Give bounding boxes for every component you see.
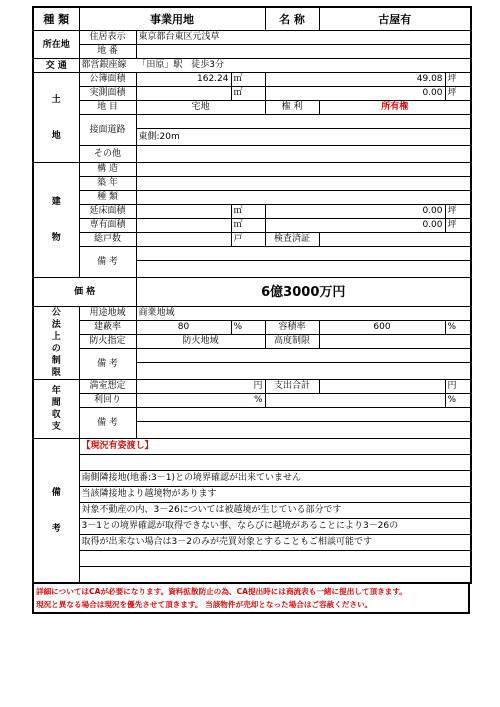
land-other-value — [136, 146, 471, 163]
land-category-value: 宅地 — [136, 101, 265, 115]
income-remarks-blank — [136, 422, 471, 439]
yield-label: 利回り — [79, 394, 136, 408]
road-value: 東側:20m — [136, 129, 471, 146]
kind-label: 種 類 — [33, 7, 79, 31]
registered-area-label: 公簿面積 — [79, 73, 136, 87]
tsubo-unit: 坪 — [445, 205, 471, 219]
exclusive-area-tsubo: 0.00 — [265, 219, 445, 233]
full-occupancy-label: 満室想定 — [79, 380, 136, 394]
lot-value — [136, 45, 471, 59]
sqm-unit: ㎡ — [231, 73, 265, 87]
notes-line: 【現況有姿渡し】 — [79, 439, 471, 455]
land-other-label: その他 — [79, 146, 136, 163]
property-table — [32, 6, 472, 584]
income-label: 年 間 収 支 — [33, 380, 79, 439]
floor-area-tsubo: 0.00 — [265, 205, 445, 219]
expense-total-value — [319, 380, 445, 394]
units-unit: 戸 — [231, 233, 265, 247]
notes-line: 3－1との境界確認が取得できない事、ならびに越境があることにより3－26の — [79, 519, 471, 535]
coverage-label: 建蔽率 — [79, 321, 136, 335]
fire-zone-value: 防火地域 — [136, 335, 265, 349]
land-label: 土 地 — [33, 73, 79, 163]
inspection-value — [319, 233, 471, 247]
regulation-label: 公 法 上 の 制 限 — [33, 307, 79, 380]
transport-label: 交 通 — [33, 59, 79, 73]
tsubo-unit: 坪 — [445, 87, 471, 101]
transport-value — [79, 59, 471, 73]
notes-line: 取得が出来ない場合は3－2のみが売買対象とすることもご相談可能です — [79, 535, 471, 551]
fire-zone-label: 防火指定 — [79, 335, 136, 349]
footer-line-1: 詳細についてはCAが必要になります。資料拡散防止の為、CA提出時には商流表も一緒に提出して頂きます。 — [36, 587, 407, 596]
building-remarks-blank — [136, 261, 471, 278]
exclusive-area-label: 専有面積 — [79, 219, 136, 233]
name-value: 古屋有 — [319, 7, 471, 31]
notes-label: 備 考 — [33, 439, 79, 584]
zoning-label: 用途地域 — [79, 307, 136, 321]
far-value: 600 — [319, 321, 445, 335]
kind-value: 事業用地 — [79, 7, 265, 31]
percent-unit: % — [445, 394, 471, 408]
notes-line: 南側隣接地(地番:3－1)との境界確認が出来ていません — [79, 471, 471, 487]
yield-blank — [265, 394, 445, 408]
name-label: 名 称 — [265, 7, 319, 31]
road-label: 接面道路 — [79, 115, 136, 146]
building-label: 建 物 — [33, 163, 79, 278]
rights-label: 権 利 — [265, 101, 319, 115]
income-remarks-label: 備 考 — [79, 408, 136, 439]
total-units-value — [136, 233, 231, 247]
price-label: 価 格 — [33, 278, 136, 307]
building-type-value — [136, 191, 471, 205]
measured-area-tsubo: 0.00 — [265, 87, 445, 101]
transport-walk: 徒歩3分 — [191, 60, 225, 70]
inspection-label: 検査済証 — [265, 233, 319, 247]
property-sheet — [32, 6, 470, 614]
floor-area-label: 延床面積 — [79, 205, 136, 219]
expense-total-label: 支出合計 — [265, 380, 319, 394]
structure-value — [136, 163, 471, 177]
built-year-label: 築 年 — [79, 177, 136, 191]
height-limit-label: 高度制限 — [265, 335, 319, 349]
address-label: 住居表示 — [79, 31, 136, 45]
notes-line: 対象不動産の内、3－26については被越境が生じている部分です — [79, 503, 471, 519]
floor-area-sqm — [136, 205, 231, 219]
lot-label: 地 番 — [79, 45, 136, 59]
registered-area-tsubo: 49.08 — [265, 73, 445, 87]
measured-area-sqm — [136, 87, 231, 101]
exclusive-area-sqm — [136, 219, 231, 233]
coverage-value: 80 — [136, 321, 231, 335]
location-label: 所在地 — [33, 31, 79, 59]
built-year-value — [136, 177, 471, 191]
sqm-unit: ㎡ — [231, 205, 265, 219]
notes-line — [79, 567, 471, 584]
footer-line-2: 現況と異なる場合は現況を優先させて頂きます。 当該物件が売却となった場合はご容赦ください。 — [36, 600, 373, 609]
income-remarks-value — [136, 408, 471, 422]
tsubo-unit: 坪 — [445, 73, 471, 87]
percent-unit: % — [445, 321, 471, 335]
price-value: 6億3000万円 — [136, 278, 471, 307]
regulation-remarks-value — [136, 349, 471, 363]
regulation-remarks-blank — [136, 363, 471, 380]
land-category-label: 地 目 — [79, 101, 136, 115]
transport-station: 「田原」駅 — [137, 60, 183, 70]
measured-area-label: 実測面積 — [79, 87, 136, 101]
far-label: 容積率 — [265, 321, 319, 335]
address-value: 東京都台東区元浅草 — [136, 31, 471, 45]
registered-area-sqm: 162.24 — [136, 73, 231, 87]
notes-line: 当該隣接地より越境物があります — [79, 487, 471, 503]
notes-line — [79, 551, 471, 567]
structure-label: 構 造 — [79, 163, 136, 177]
building-remarks-value — [136, 247, 471, 261]
sqm-unit: ㎡ — [231, 219, 265, 233]
zoning-value: 商業地域 — [136, 307, 471, 321]
notes-line — [79, 455, 471, 471]
rights-value: 所有権 — [319, 101, 471, 115]
transport-line: 都営銀座線 — [81, 60, 127, 70]
building-remarks-label: 備 考 — [79, 247, 136, 278]
height-limit-value — [319, 335, 471, 349]
percent-unit: % — [231, 321, 265, 335]
footer-disclaimer — [32, 584, 470, 614]
tsubo-unit: 坪 — [445, 219, 471, 233]
yen-unit: 円 — [445, 380, 471, 394]
road-blank — [136, 115, 471, 129]
regulation-remarks-label: 備 考 — [79, 349, 136, 380]
sqm-unit: ㎡ — [231, 87, 265, 101]
full-occupancy-value: 円 — [136, 380, 265, 394]
yield-value: % — [136, 394, 265, 408]
building-type-label: 種 類 — [79, 191, 136, 205]
total-units-label: 総戸数 — [79, 233, 136, 247]
